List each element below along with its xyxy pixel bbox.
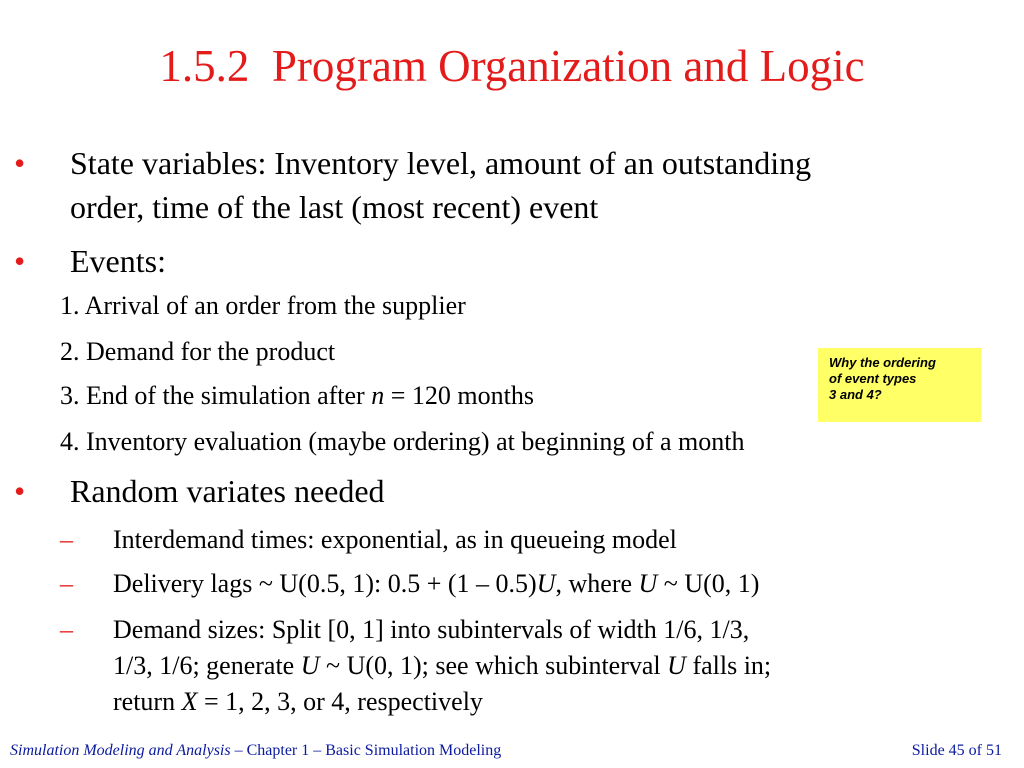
sub-bullet-text-line2: 1/3, 1/6; generate U ~ U(0, 1); see which subinterval U falls in; <box>113 651 772 680</box>
event-item-4: 4. Inventory evaluation (maybe ordering) at beginning of a month <box>60 427 745 456</box>
bullet-marker: • <box>14 473 26 509</box>
note-line1: Why the ordering <box>829 355 936 370</box>
sub-bullet-text-line1: Demand sizes: Split [0, 1] into subintervals of width 1/6, 1/3, <box>113 615 750 644</box>
bullet-marker: • <box>14 243 26 279</box>
dash-marker: – <box>60 569 73 598</box>
sub-bullet-text: Interdemand times: exponential, as in queueing model <box>113 525 677 554</box>
footer-course-title: Simulation Modeling and Analysis – Chapter 1 – Basic Simulation Modeling <box>10 742 502 759</box>
slide-title: 1.5.2 Program Organization and Logic <box>159 41 865 91</box>
dash-marker: – <box>60 615 73 644</box>
sub-bullet-text: Delivery lags ~ U(0.5, 1): 0.5 + (1 – 0.5)U, where U ~ U(0, 1) <box>113 569 760 598</box>
callout-note <box>818 348 981 422</box>
bullet-text: Events: <box>70 243 166 279</box>
note-line2: of event types <box>829 371 917 386</box>
bullet-text-line2: order, time of the last (most recent) event <box>70 189 599 225</box>
note-line3: 3 and 4? <box>829 387 882 402</box>
footer-slide-number: Slide 45 of 51 <box>911 742 1002 759</box>
bullet-text: Random variates needed <box>70 473 385 509</box>
event-item-2: 2. Demand for the product <box>60 337 336 366</box>
event-item-3: 3. End of the simulation after n = 120 months <box>60 381 534 410</box>
bullet-marker: • <box>14 145 26 181</box>
event-item-1: 1. Arrival of an order from the supplier <box>60 291 466 320</box>
dash-marker: – <box>60 525 73 554</box>
bullet-text-line1: State variables: Inventory level, amount of an outstanding <box>70 145 812 181</box>
sub-bullet-text-line3: return X = 1, 2, 3, or 4, respectively <box>113 687 483 716</box>
